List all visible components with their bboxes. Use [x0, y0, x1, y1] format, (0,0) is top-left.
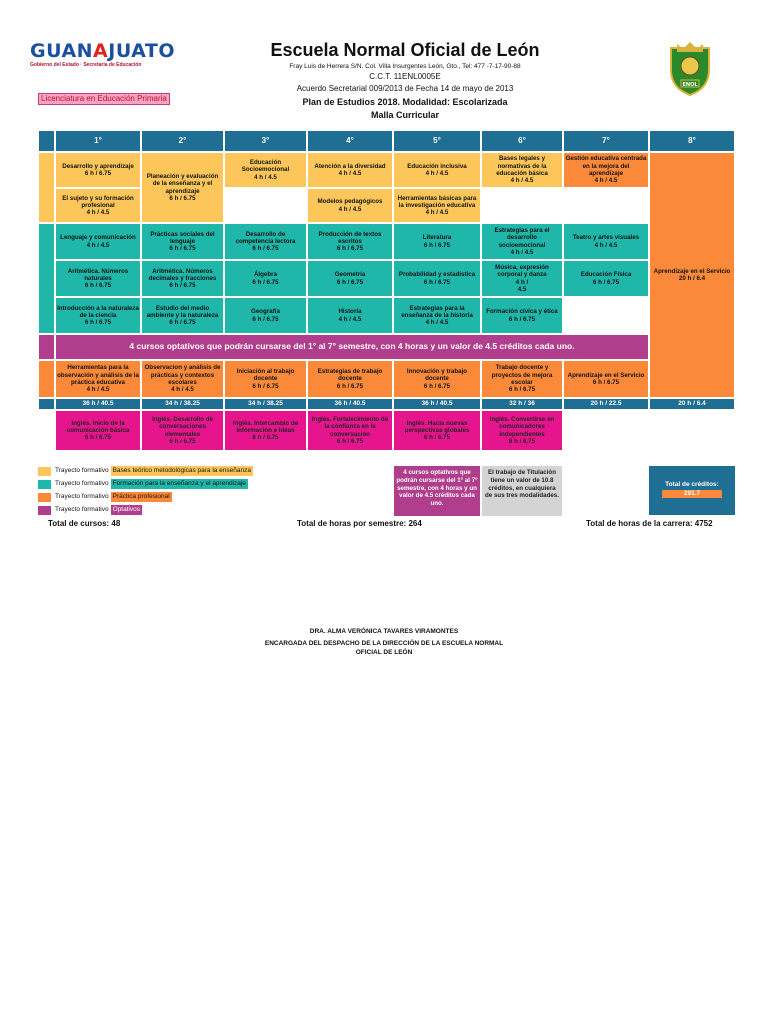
enol-shield-icon [667, 40, 713, 96]
semester-header: 2° [141, 130, 224, 152]
course-cell: Inglés. Inicio de la comunicación básica 6 h / 6.75 [55, 410, 141, 451]
semester-total: 20 h / 22.5 [563, 398, 649, 410]
school-title: Escuela Normal Oficial de León [270, 40, 540, 60]
course-cell: Inglés. Intercambio de información e ideas 6 h / 6.75 [224, 410, 307, 451]
course-cell: Formación cívica y ética 6 h / 6.75 [481, 297, 563, 334]
degree-label: Licenciatura en Educación Primaria [38, 93, 170, 105]
trayecto-stripe-practica [38, 360, 55, 398]
signatory-role: ENCARGADA DEL DESPACHO DE LA DIRECCIÓN DE LA ESCUELA NORMAL [264, 640, 504, 647]
course-cell: Introducción a la naturaleza de la ciencia 6 h / 6.75 [55, 297, 141, 334]
guanajuato-logo [30, 40, 176, 83]
semester-total: 20 h / 6.4 [649, 398, 735, 410]
semester-header: 1° [55, 130, 141, 152]
credits-value: 291.7 [662, 490, 722, 498]
empty-cell [481, 188, 563, 223]
course-cell: Inglés. Hacia nuevas perspectivas globales 6 h / 6.75 [393, 410, 481, 451]
semester-total: 34 h / 38.25 [141, 398, 224, 410]
logo-subtitle: Gobierno del Estado · Secretaría de Educación [30, 62, 142, 68]
course-cell: Lenguaje y comunicación 4 h / 4.5 [55, 223, 141, 260]
course-cell: Iniciación al trabajo docente 6 h / 6.75 [224, 360, 307, 398]
legend-item: Trayecto formativo Optativos [38, 505, 142, 515]
signatory-name: DRA. ALMA VERÓNICA TAVARES VIRAMONTES [309, 628, 459, 635]
semester-header: 7° [563, 130, 649, 152]
total-credits-box [649, 466, 735, 515]
course-cell: Estudio del medio ambiente y la naturaleza 6 h / 6.75 [141, 297, 224, 334]
legend-swatch [38, 493, 51, 502]
trayecto-stripe-formacion [38, 223, 55, 334]
logo-word: GUANAJUATO [30, 40, 176, 62]
course-cell: Inglés. Fortalecimiento de la confianza en la conversación 6 h / 6.75 [307, 410, 393, 451]
course-cell: Geografía 6 h / 6.75 [224, 297, 307, 334]
course-cell: Probabilidad y estadística 6 h / 6.75 [393, 260, 481, 297]
optional-courses-banner: 4 cursos optativos que podrán cursarse del 1° al 7° semestre, con 4 horas y un valor de 4.5 créditos cada uno. [55, 334, 649, 360]
course-cell: Trabajo docente y proyectos de mejora escolar 6 h / 6.75 [481, 360, 563, 398]
semester-header: 4° [307, 130, 393, 152]
legend-label: Práctica profesional [112, 493, 170, 500]
total-hours-career: Total de horas de la carrera: 4752 [586, 519, 713, 528]
course-cell: El sujeto y su formación profesional 4 h / 4.5 [55, 188, 141, 223]
agreement-text: Acuerdo Secretarial 009/2013 de Fecha 14 de mayo de 2013 [296, 84, 514, 93]
course-cell: Herramientas básicas para la investigación educativa 4 h / 4.5 [393, 188, 481, 223]
empty-cell [563, 297, 649, 334]
emblem-text: ENOL [682, 82, 698, 88]
header-corner [38, 130, 55, 152]
plan-text: Plan de Estudios 2018. Modalidad: Escolarizada [302, 97, 508, 107]
optional-note: 4 cursos optativos que podrán cursarse del 1° al 7° semestre, con 4 horas y un valor de 4.5 créditos cada uno. [394, 466, 480, 516]
total-hours-semester: Total de horas por semestre: 264 [297, 519, 422, 528]
legend-swatch [38, 506, 51, 515]
course-cell: Innovación y trabajo docente 6 h / 6.75 [393, 360, 481, 398]
trayecto-stripe-bases [38, 152, 55, 223]
course-cell: Desarrollo de competencia lectora 6 h / 6.75 [224, 223, 307, 260]
semester-header: 3° [224, 130, 307, 152]
course-cell: Aritmética. Números decimales y fracciones 6 h / 6.75 [141, 260, 224, 297]
course-cell: Historia 4 h / 4.5 [307, 297, 393, 334]
legend-label: Formación para la enseñanza y el aprendizaje [112, 480, 246, 487]
legend-swatch [38, 480, 51, 489]
course-cell: Modelos pedagógicos 4 h / 4.5 [307, 188, 393, 223]
legend-swatch [38, 467, 51, 476]
semester-total: 36 h / 40.5 [307, 398, 393, 410]
course-cell: Bases legales y normativas de la educación básica 4 h / 4.5 [481, 152, 563, 188]
semester-header: 6° [481, 130, 563, 152]
course-cell: Prácticas sociales del lenguaje 6 h / 6.75 [141, 223, 224, 260]
signatory-role-2: OFICIAL DE LEÓN [355, 649, 413, 656]
course-cell: Literatura 6 h / 6.75 [393, 223, 481, 260]
course-cell: Álgebra 6 h / 6.75 [224, 260, 307, 297]
credits-label: Total de créditos: [665, 481, 719, 488]
course-cell: Producción de textos escritos 6 h / 6.75 [307, 223, 393, 260]
course-cell: Herramientas para la observación y análisis de la práctica educativa 4 h / 4.5 [55, 360, 141, 398]
course-cell: Atención a la diversidad 4 h / 4.5 [307, 152, 393, 188]
legend-item: Trayecto formativo Práctica profesional [38, 492, 172, 502]
legend-label: Bases teórico metodológicas para la enseñanza [112, 467, 251, 474]
semester-total: 36 h / 40.5 [55, 398, 141, 410]
school-address: Fray Luis de Herrera S/N. Col. Villa Insurgentes León, Gto., Tel: 477 -7-17-90-88 [289, 63, 521, 70]
school-cct: C.C.T. 11ENL0005E [369, 72, 441, 81]
legend-item: Trayecto formativo Bases teórico metodológicas para la enseñanza [38, 466, 253, 476]
course-cell: Gestión educativa centrada en la mejora del aprendizaje 4 h / 4.5 [563, 152, 649, 188]
semester-header: 8° [649, 130, 735, 152]
course-cell: Educación inclusiva 4 h / 4.5 [393, 152, 481, 188]
course-cell: Teatro y artes visuales 4 h / 4.5 [563, 223, 649, 260]
course-cell: Observacion y análisis de prácticas y contextos escolares 4 h / 4.5 [141, 360, 224, 398]
course-cell: Educación Socioemocional 4 h / 4.5 [224, 152, 307, 188]
semester-total: 32 h / 36 [481, 398, 563, 410]
course-cell: Educación Física 6 h / 6.75 [563, 260, 649, 297]
course-cell: Planeación y evaluación de la enseñanza y el aprendizaje 6 h / 6.75 [141, 152, 224, 223]
course-cell: Estrategias para la enseñanza de la historia 4 h / 4.5 [393, 297, 481, 334]
empty-cell [563, 188, 649, 223]
thesis-note: El trabajo de Titulación tiene un valor de 10.8 créditos, en cualquiera de sus tres modalidades. [482, 466, 562, 516]
course-cell: Inglés. Convertirse en comunicadores independientes 6 h / 6.75 [481, 410, 563, 451]
course-cell: Estrategias de trabajo docente 6 h / 6.75 [307, 360, 393, 398]
course-cell: Estrategias para el desarrollo socioemocional 4 h / 4.5 [481, 223, 563, 260]
semester-total: 34 h / 38.25 [224, 398, 307, 410]
semester-header: 5° [393, 130, 481, 152]
course-cell: Inglés. Desarrollo de conversaciones elementales 6 h / 6.75 [141, 410, 224, 451]
empty-cell [224, 188, 307, 223]
legend-item: Trayecto formativo Formación para la enseñanza y el aprendizaje [38, 479, 248, 489]
course-cell: Geometría 6 h / 6.75 [307, 260, 393, 297]
course-cell: Música, expresión corporal y danza 4 h / 4.5 [481, 260, 563, 297]
course-cell: Aprendizaje en el Servicio 6 h / 6.75 [563, 360, 649, 398]
course-cell: Aritmética. Números naturales 6 h / 6.75 [55, 260, 141, 297]
totals-corner [38, 398, 55, 410]
legend-label: Optativos [112, 506, 141, 513]
total-courses: Total de cursos: 48 [48, 519, 121, 528]
semester-total: 36 h / 40.5 [393, 398, 481, 410]
course-cell: Desarrollo y aprendizaje 6 h / 6.75 [55, 152, 141, 188]
course-cell: Aprendizaje en el Servicio 20 h / 6.4 [649, 152, 735, 398]
trayecto-stripe-optativos [38, 334, 55, 360]
curricular-grid [38, 130, 735, 451]
curricular-subtitle: Malla Curricular [370, 110, 440, 120]
